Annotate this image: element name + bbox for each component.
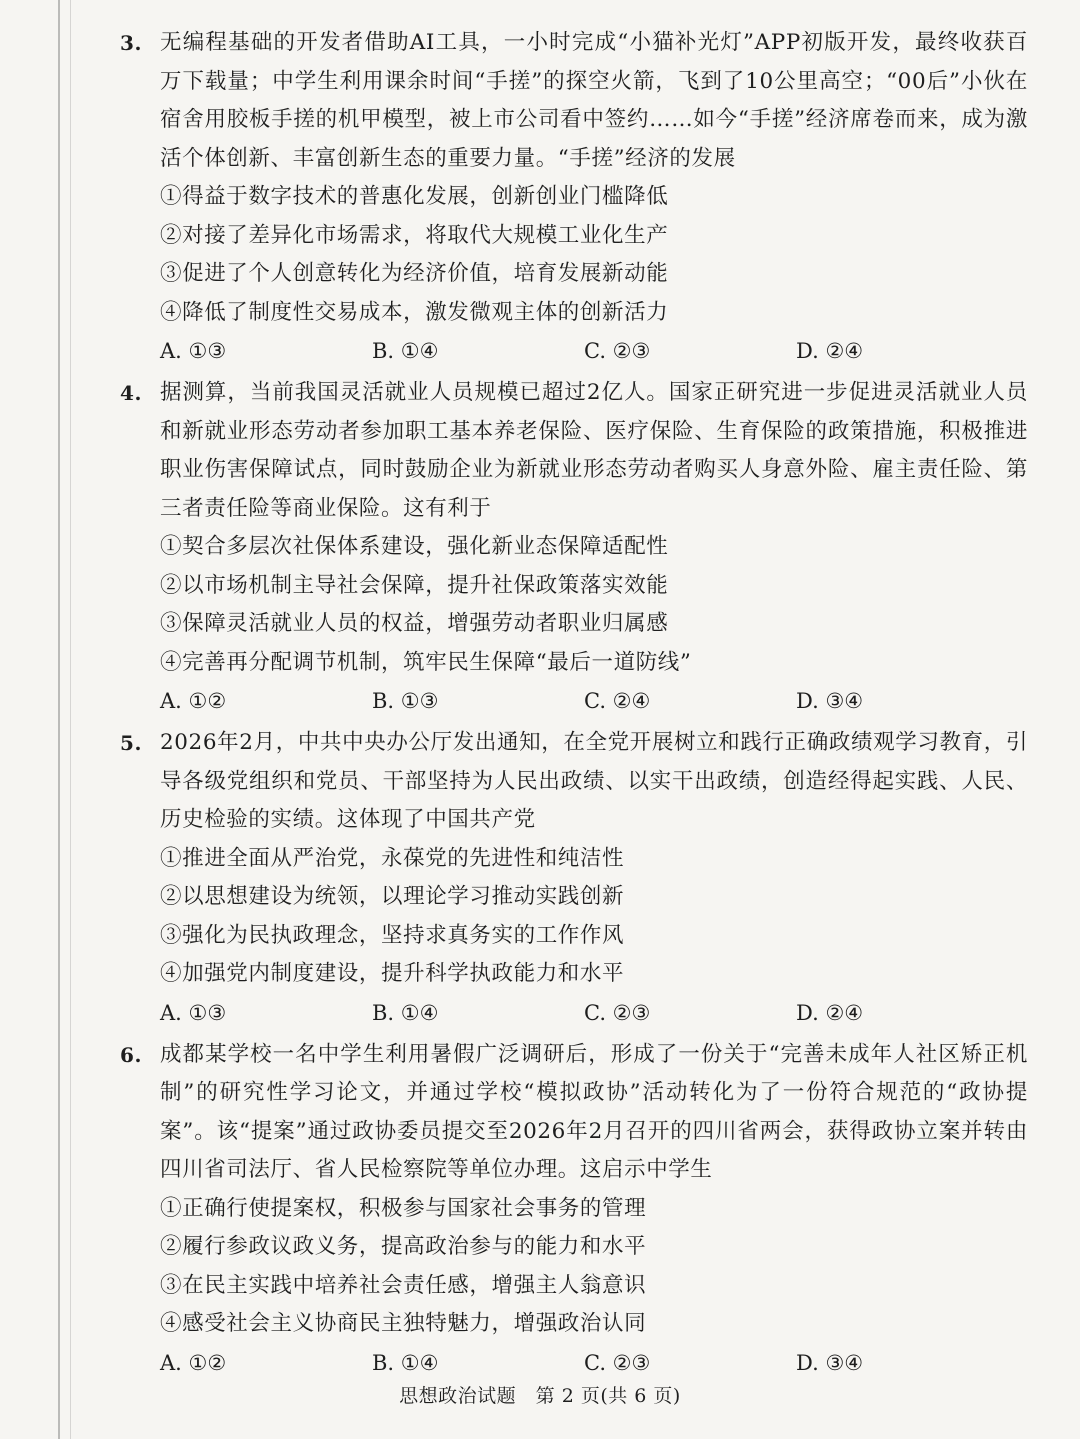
question-number: 5. (120, 731, 143, 755)
choice-a: A. ①② (160, 1350, 227, 1375)
statement-option: ②以思想建设为统领，以理论学习推动实践创新 (160, 884, 625, 909)
answer-choices (118, 994, 1028, 1036)
statement-option: ④降低了制度性交易成本，激发微观主体的创新活力 (160, 299, 669, 325)
statement-option: ①正确行使提案权，积极参与国家社会事务的管理 (160, 1195, 647, 1221)
choice-c: C. ②③ (584, 1000, 651, 1025)
choice-b: B. ①④ (372, 1000, 439, 1025)
page-footer: 思想政治试题 第 2 页(共 6 页) (399, 1385, 681, 1407)
question-5 (118, 724, 1028, 1036)
choice-d: D. ③④ (796, 689, 864, 713)
binding-margin-line-inner (70, 0, 71, 1439)
question-text: 无编程基础的开发者借助AI工具，一小时完成“小猫补光灯”APP初版开发，最终收获百万下载量；中学生利用课余时间“手搓”的探空火箭，飞到了10公里高空；“00后”小伙在宿舍用胶板手搓的机甲模型，被上市公司看中签约……如今“手搓”经济席卷而来，成为激活个体创新、丰富创新生态的重要力量。“手搓”经济的发展 (160, 30, 1028, 171)
question-text: 成都某学校一名中学生利用暑假广泛调研后，形成了一份关于“完善未成年人社区矫正机制”的研究性学习论文，并通过学校“模拟政协”活动转化为了一份符合规范的“政协提案”。该“提案”通过政协委员提交至2026年2月召开的四川省两会，获得政协立案并转由四川省司法厅、省人民检察院等单位办理。这启示中学生 (160, 1041, 1028, 1182)
question-3 (118, 24, 1028, 374)
question-text: 2026年2月，中共中央办公厅发出通知，在全党开展树立和践行正确政绩观学习教育，引导各级党组织和党员、干部坚持为人民出政绩、以实干出政绩，创造经得起实践、人民、历史检验的实绩。这体现了中国共产党 (160, 730, 1028, 832)
statement-option: ③在民主实践中培养社会责任感，增强主人翁意识 (160, 1272, 647, 1298)
statement-option: ②履行参政议政义务，提高政治参与的能力和水平 (160, 1234, 647, 1259)
choice-b: B. ①④ (372, 1350, 439, 1375)
statement-option: ④完善再分配调节机制，筑牢民生保障“最后一道防线” (160, 649, 692, 675)
question-number: 4. (120, 381, 143, 405)
question-text: 据测算，当前我国灵活就业人员规模已超过2亿人。国家正研究进一步促进灵活就业人员和新就业形态劳动者参加职工基本养老保险、医疗保险、生育保险的政策措施，积极推进职业伤害保障试点，同时鼓励企业为新就业形态劳动者购买人身意外险、雇主责任险、第三者责任险等商业保险。这有利于 (160, 380, 1028, 521)
statement-option: ③保障灵活就业人员的权益，增强劳动者职业归属感 (160, 611, 669, 636)
question-stem (118, 374, 1028, 528)
statement-option: ③促进了个人创意转化为经济价值，培育发展新动能 (160, 261, 669, 286)
statement-option: ③强化为民执政理念，坚持求真务实的工作作风 (160, 922, 625, 948)
choice-a: A. ①③ (160, 339, 227, 363)
choice-b: B. ①④ (372, 339, 439, 363)
choice-c: C. ②③ (584, 1350, 651, 1375)
statement-option: ①得益于数字技术的普惠化发展，创新创业门槛降低 (160, 184, 669, 209)
choice-d: D. ②④ (796, 1000, 864, 1025)
binding-margin-line (58, 0, 60, 1439)
statement-option: ②以市场机制主导社会保障，提升社保政策落实效能 (160, 572, 669, 598)
question-stem (118, 1036, 1028, 1190)
answer-choices (118, 682, 1028, 724)
choice-a: A. ①③ (160, 1000, 227, 1025)
question-number: 6. (120, 1042, 143, 1067)
statement-option: ①契合多层次社保体系建设，强化新业态保障适配性 (160, 534, 669, 559)
choice-d: D. ③④ (796, 1350, 864, 1375)
answer-choices (118, 332, 1028, 374)
question-stem (118, 24, 1028, 178)
question-list (118, 24, 1028, 1386)
answer-choices (118, 1344, 1028, 1386)
question-stem (118, 724, 1028, 840)
question-number: 3. (120, 31, 143, 55)
choice-a: A. ①② (160, 689, 227, 713)
statement-option: ②对接了差异化市场需求，将取代大规模工业化生产 (160, 222, 669, 248)
choice-c: C. ②④ (584, 689, 651, 713)
question-4 (118, 374, 1028, 724)
choice-d: D. ②④ (796, 339, 864, 363)
statement-option: ④加强党内制度建设，提升科学执政能力和水平 (160, 961, 625, 986)
statement-option: ①推进全面从严治党，永葆党的先进性和纯洁性 (160, 845, 625, 871)
choice-b: B. ①③ (372, 689, 439, 713)
choice-c: C. ②③ (584, 339, 651, 363)
question-6 (118, 1036, 1028, 1386)
statement-option: ④感受社会主义协商民主独特魅力，增强政治认同 (160, 1311, 647, 1336)
